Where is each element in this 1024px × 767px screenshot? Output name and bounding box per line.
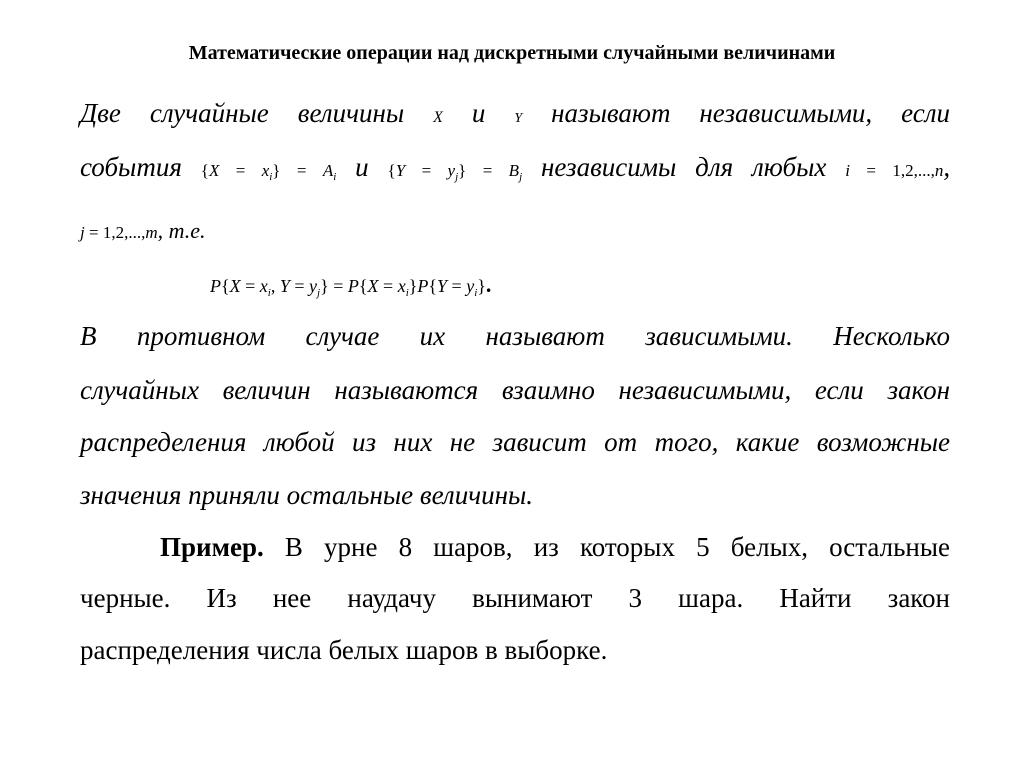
example-label: Пример. [160, 532, 264, 562]
text-segment: и [471, 98, 486, 128]
example-line-1 [160, 532, 950, 563]
paragraph-line: распределения любой из них не зависит от того, какие возможные [80, 427, 950, 457]
range-i-formula: i = 1,2,...,n [845, 161, 944, 180]
text-segment: называют независимыми, если [551, 98, 951, 128]
example-text: В урне 8 шаров, из которых 5 белых, остальные [284, 532, 950, 562]
text-segment: события [80, 152, 182, 182]
event-b-formula: $\{Y = y_j\} = B_j$ [387, 161, 523, 183]
definition-line-3 [80, 214, 206, 245]
example-line-2: черные. Из нее наудачу вынимают 3 шара. Найти закон [80, 583, 950, 613]
definition-line-2 [80, 152, 950, 183]
slide-title: Математические операции над дискретными случайными величинами [188, 42, 836, 64]
definition-line-1 [80, 98, 950, 129]
example-line-3: распределения числа белых шаров в выборке. [80, 635, 608, 665]
paragraph-line: В противном случае их называют зависимыми. Несколько [80, 321, 950, 351]
paragraph-line: случайных величин называются взаимно независимыми, если закон [80, 375, 950, 405]
paragraph-line: значения приняли остальные величины. [80, 480, 534, 510]
text-segment: , т.е. [157, 218, 206, 243]
independence-formula: $P\{X = x_i$, $Y = y_j\} = P\{X = x_i\}P\{Y = y_i\}$. [210, 272, 492, 299]
range-j-formula: j = 1,2,...,m [80, 223, 158, 242]
text-segment: независимы для любых [541, 152, 827, 182]
text-segment: и [355, 152, 369, 182]
event-a-formula: $\{X = x_i\} = A_i$ [200, 161, 337, 183]
variable-y: Y [514, 111, 523, 126]
text-segment: , [943, 152, 951, 182]
variable-x: X [433, 109, 443, 126]
text-segment: Две случайные величины [80, 98, 405, 128]
